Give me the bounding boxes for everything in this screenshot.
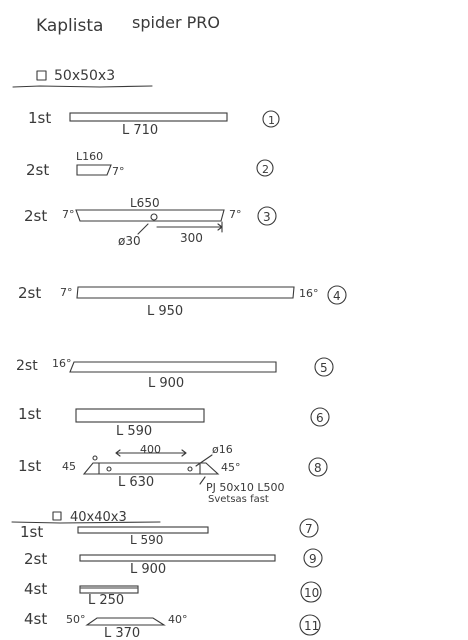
profile-bar: [77, 165, 111, 175]
length-label: L 590: [116, 424, 153, 439]
profile-bar: [87, 618, 164, 625]
title-right: spider PRO: [132, 13, 220, 32]
quantity: 1st: [20, 523, 44, 541]
angle-left: 16°: [52, 357, 72, 370]
note-leader-line: [200, 477, 205, 484]
item-number: 8: [314, 461, 322, 475]
quantity: 2st: [24, 550, 48, 568]
square-profile-icon: [37, 71, 46, 80]
quantity: 2st: [18, 284, 42, 302]
item-row-9: [24, 549, 322, 577]
item-number: 6: [316, 411, 324, 425]
length-label: L 630: [118, 475, 155, 490]
item-number: 1: [268, 114, 275, 127]
item-number: 11: [304, 619, 320, 633]
angle-left: 50°: [66, 613, 86, 626]
length-label: L 900: [148, 376, 185, 391]
weld-note-line-1: PJ 50x10 L500: [206, 481, 285, 494]
length-label: L 590: [130, 533, 164, 547]
angle-left: 45: [62, 460, 76, 473]
quantity: 1st: [18, 457, 42, 475]
quantity: 2st: [16, 358, 38, 374]
hole-marker: [107, 467, 111, 471]
profile-bar: [76, 210, 224, 221]
item-number: 3: [263, 210, 271, 224]
section-profile-label: 50x50x3: [54, 68, 116, 84]
item-row-1: [28, 109, 279, 138]
hole-position-label: 400: [140, 443, 161, 456]
item-row-2: [26, 150, 273, 179]
item-number: 4: [333, 289, 341, 303]
length-label: L 710: [122, 123, 159, 138]
item-number: 7: [305, 522, 313, 536]
hole-diameter-label: ø30: [118, 234, 141, 248]
flat-bar-edges: [99, 463, 200, 474]
profile-bar: [80, 555, 275, 561]
hole-diameter-label: ø16: [212, 443, 233, 456]
length-label: L 900: [130, 562, 167, 577]
section-profile-label: 40x40x3: [70, 510, 127, 525]
length-label: L 250: [88, 593, 125, 608]
item-number: 9: [309, 552, 317, 566]
angle-left: 7°: [62, 208, 75, 221]
length-label: L160: [76, 150, 104, 163]
item-number: 2: [262, 163, 269, 176]
quantity: 4st: [24, 610, 48, 628]
item-row-10: [24, 580, 321, 608]
hole-leader-line: [196, 455, 212, 466]
angle-right: 7°: [229, 208, 242, 221]
profile-bar: [70, 362, 276, 372]
item-row-4: [18, 284, 346, 319]
item-number: 10: [304, 586, 320, 600]
section-header-50: [13, 68, 152, 87]
profile-bar: [77, 287, 294, 298]
item-row-11: [24, 610, 320, 640]
length-label: L 950: [147, 304, 184, 319]
angle-left: 7°: [60, 286, 73, 299]
hole-leader-line: [138, 224, 148, 234]
hole-marker: [151, 214, 157, 220]
profile-bar: [76, 409, 204, 422]
profile-bar: [70, 113, 227, 121]
length-label: L650: [130, 196, 160, 210]
length-label: L 370: [104, 626, 141, 640]
quantity: 2st: [24, 207, 48, 225]
angle-right: 40°: [168, 613, 188, 626]
item-row-3: [24, 196, 276, 248]
item-row-5: [16, 357, 333, 391]
angle-right: 7°: [112, 165, 125, 178]
quantity: 2st: [26, 161, 50, 179]
quantity: 4st: [24, 580, 48, 598]
weld-note-line-2: Svetsas fast: [208, 494, 269, 505]
quantity: 1st: [28, 109, 52, 127]
title-left: Kaplista: [36, 16, 104, 36]
section-underline: [13, 86, 152, 87]
profile-bar: [80, 586, 138, 593]
hole-position-label: 300: [180, 231, 203, 245]
hole-dot: [93, 456, 97, 460]
angle-right: 45°: [221, 461, 241, 474]
item-row-8: [18, 443, 327, 505]
item-row-6: [18, 405, 329, 439]
hole-marker: [188, 467, 192, 471]
quantity: 1st: [18, 405, 42, 423]
item-number: 5: [320, 361, 328, 375]
square-profile-icon: [53, 512, 61, 520]
angle-right: 16°: [299, 287, 319, 300]
